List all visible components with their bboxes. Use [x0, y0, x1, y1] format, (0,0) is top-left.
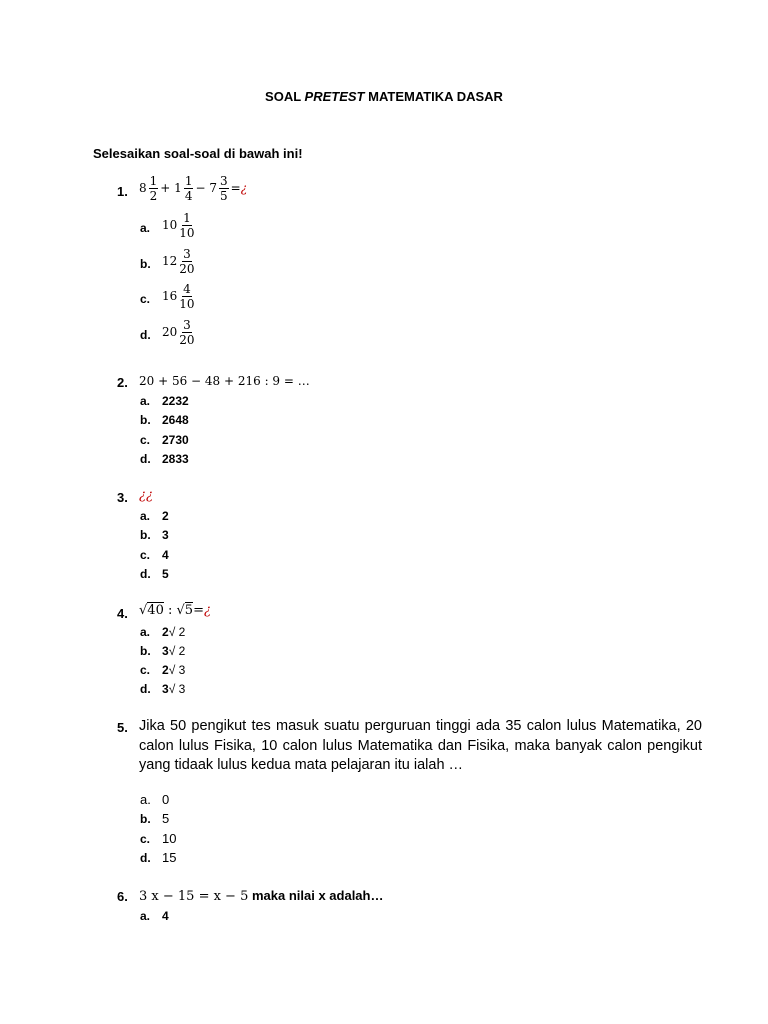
q3-option-a-letter: a.: [140, 509, 151, 523]
q5-option-a-letter: a.: [140, 792, 151, 807]
q4-option-c: 2√ 3: [162, 663, 186, 677]
q1-option-c: 16 $\frac{4}{10}$: [162, 282, 195, 311]
q5-option-b-letter: b.: [140, 812, 151, 826]
q2-option-c: 2730: [162, 433, 189, 447]
q3-option-b: 3: [162, 528, 169, 542]
q1-number: 1.: [117, 184, 128, 199]
q5-option-c-letter: c.: [140, 832, 151, 846]
q2-option-d-letter: d.: [140, 452, 151, 466]
q3-option-c: 4: [162, 548, 169, 562]
q2-option-b-letter: b.: [140, 413, 151, 427]
q2-number: 2.: [117, 375, 128, 390]
q4-option-c-letter: c.: [140, 663, 151, 677]
q2-option-d: 2833: [162, 452, 189, 466]
q4-option-d-letter: d.: [140, 682, 151, 696]
q6-number: 6.: [117, 889, 128, 904]
q4-option-d: 3√ 3: [162, 682, 186, 696]
q3-option-d-letter: d.: [140, 567, 151, 581]
q5-number: 5.: [117, 720, 128, 735]
q1-option-b: 12 $\frac{3}{20}$: [162, 247, 195, 276]
q6-option-a: 4: [162, 909, 169, 923]
q3-option-c-letter: c.: [140, 548, 151, 562]
q2-option-b: 2648: [162, 413, 189, 427]
q6-expression: 3 x − 15 = x − 5 maka nilai x adalah…: [139, 888, 384, 904]
q4-number: 4.: [117, 606, 128, 621]
instruction: Selesaikan soal-soal di bawah ini!: [93, 146, 303, 161]
q5-text: Jika 50 pengikut tes masuk suatu perguruan tinggi ada 35 calon lulus Matematika, 20 calon lulus Fisika, 10 calon lulus Matematika dan Fisika, maka banyak calon pengikut yang tidaak lulus kedua mata pelajaran itu ialah …: [139, 718, 702, 773]
q2-expression: 20 + 56 − 48 + 216 : 9 = …: [139, 374, 310, 388]
q1-option-a-letter: a.: [140, 221, 151, 235]
q3-expression: ¿¿: [139, 488, 153, 503]
q1-option-b-letter: b.: [140, 257, 151, 271]
q4-option-a-letter: a.: [140, 625, 151, 639]
page-title: SOAL PRETEST MATEMATIKA DASAR: [265, 89, 503, 104]
q1-option-d: 20 $\frac{3}{20}$: [162, 318, 195, 347]
q2-option-a-letter: a.: [140, 394, 151, 408]
q4-option-a: 2√ 2: [162, 625, 186, 639]
q3-number: 3.: [117, 490, 128, 505]
q4-option-b-letter: b.: [140, 644, 151, 658]
q1-option-c-letter: c.: [140, 292, 151, 306]
q3-option-d: 5: [162, 567, 169, 581]
q5-option-d: 15: [162, 850, 177, 865]
q1-option-a: 10 $\frac{1}{10}$: [162, 211, 195, 240]
q6-option-a-letter: a.: [140, 909, 151, 923]
q5-option-b: 5: [162, 811, 170, 826]
q4-expression: √40 : √5=¿: [139, 603, 211, 618]
q3-option-a: 2: [162, 509, 169, 523]
q2-option-a: 2232: [162, 394, 189, 408]
q4-option-b: 3√ 2: [162, 644, 186, 658]
q5-option-a: 0: [162, 792, 170, 807]
q5-option-d-letter: d.: [140, 851, 151, 865]
q1-expression: 8 $\frac{1}{2}$ + 1 $\frac{1}{4}$ − 7 $\frac{3}{5}$ =¿: [139, 174, 248, 203]
q2-option-c-letter: c.: [140, 433, 151, 447]
q3-option-b-letter: b.: [140, 528, 151, 542]
q1-option-d-letter: d.: [140, 328, 151, 342]
q5-option-c: 10: [162, 831, 177, 846]
